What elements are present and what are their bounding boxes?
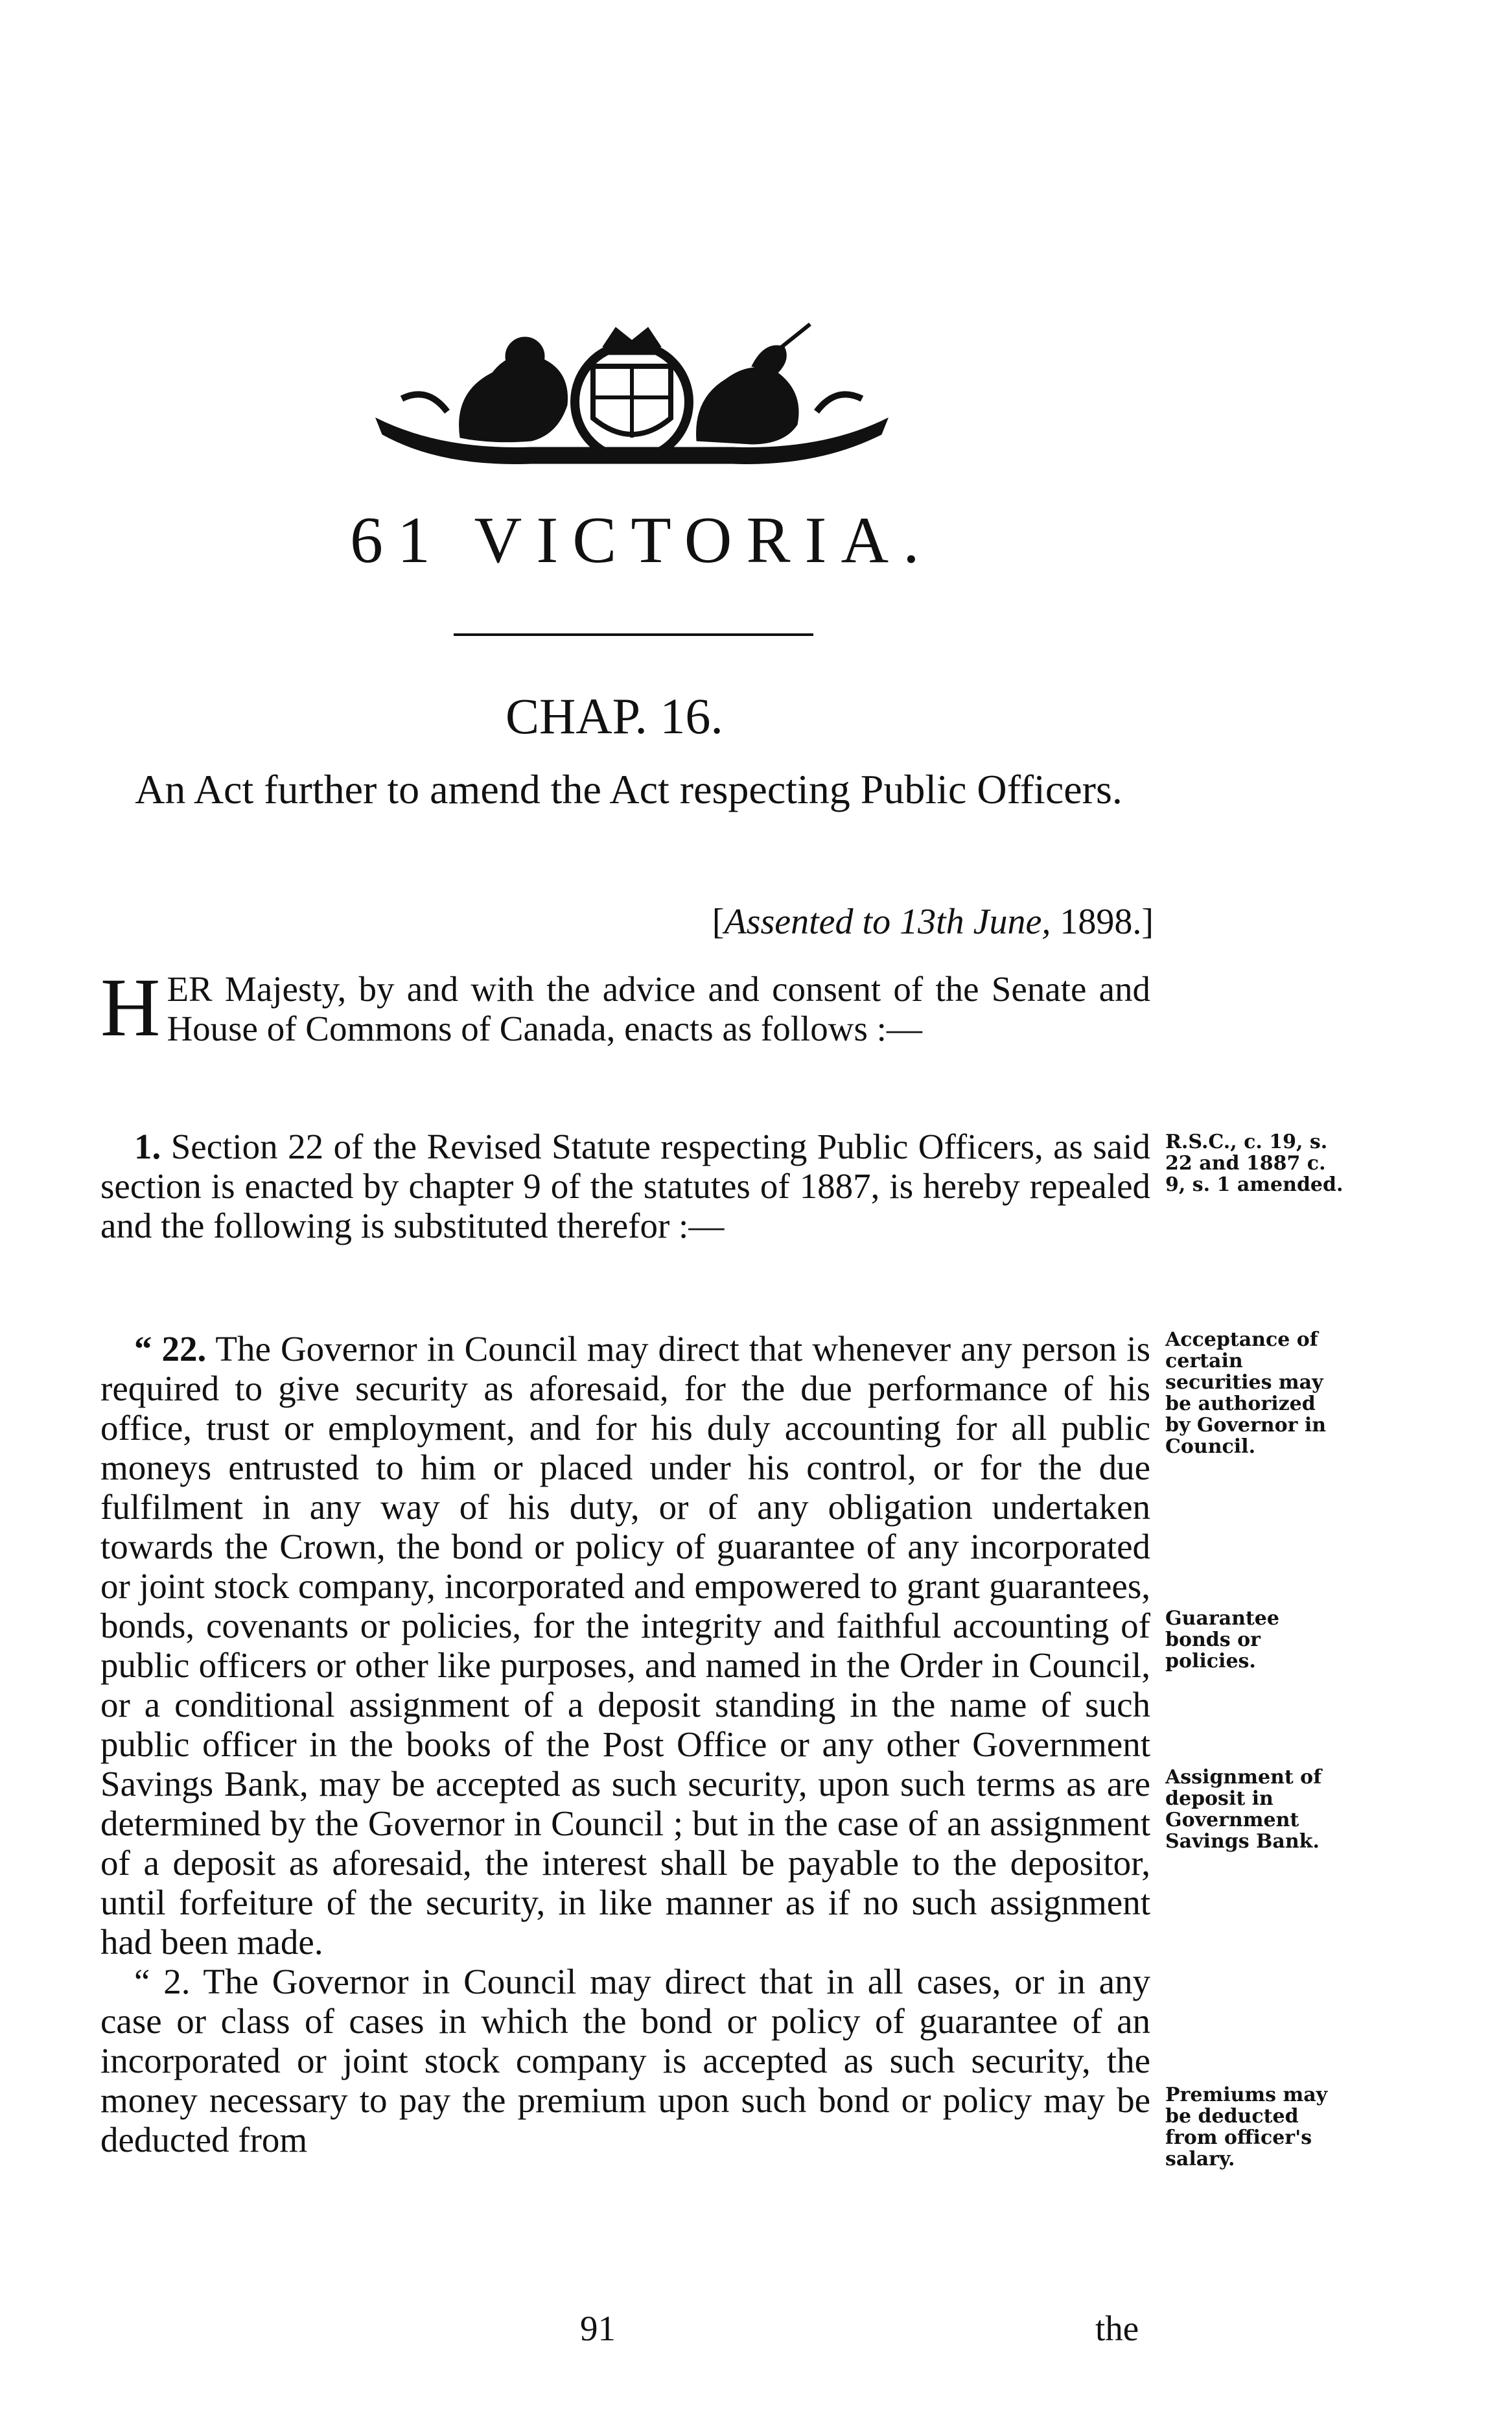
section-text: Section 22 of the Revised Statute respecting Public Officers, as said section is enacted by chapter 9 of the statutes of 1887, is hereby repealed and the following is substituted therefor :— [100, 1127, 1150, 1245]
marginal-note: Acceptance of certain securities may be authorized by Governor in Council. [1165, 1328, 1327, 1458]
page-number: 91 [580, 2309, 616, 2348]
title-divider [454, 633, 813, 636]
subsection-number: “ 2. [134, 1962, 191, 2001]
section-22 [100, 1329, 1150, 2159]
subsection-text: The Governor in Council may direct that in all cases, or in any case or class of cases in which the bond or policy of guarantee of an incorporated or joint stock company is accepted as such security, the money necessary to pay the premium upon such bond or policy may be deducted from [100, 1962, 1150, 2159]
regnal-year-heading: 61 VICTORIA. [350, 504, 934, 577]
royal-coat-of-arms [363, 321, 901, 476]
chapter-heading: CHAP. 16. [506, 688, 723, 744]
enacting-text: ER Majesty, by and with the advice and consent of the Senate and House of Commons of Canada, enacts as follows :— [167, 969, 1150, 1048]
section-text: The Governor in Council may direct that whenever any person is required to give security as aforesaid, for the due performance of his office, trust or employment, and for his duly accounting for all public moneys entrusted to him or placed under his control, or for the due fulfilment in any way of his duty, or of any obligation undertaken towards the Crown, the bond or policy of guarantee of any incorporated or joint stock company, incorporated and empowered to grant guarantees, bonds, covenants or policies, for the integrity and faithful accounting of public officers or other like purposes, and named in the Order in Council, or a conditional assignment of a deposit standing in the name of such public officer in the books of the Post Office or any other Government Savings Bank, may be accepted as such security, upon such terms as are determined by the Governor in Council ; but in the case of an assignment of a deposit as aforesaid, the interest shall be payable to the depositor, until forfeiture of the security, in like manner as if no such assignment had been made. [100, 1329, 1150, 1962]
marginal-note: Guarantee bonds or policies. [1165, 1607, 1279, 1673]
drop-cap: H [100, 961, 161, 1053]
catchword: the [1095, 2309, 1139, 2348]
act-title: An Act further to amend the Act respecting Public Officers. [135, 766, 1122, 812]
assent-date: [Assented to 13th June, 1898.] [712, 902, 1154, 942]
marginal-note: Premiums may be deducted from officer's salary. [1165, 2084, 1328, 2170]
enacting-clause [100, 961, 1150, 1053]
marginal-note: Assignment of deposit in Government Savings Bank. [1165, 1766, 1322, 1853]
marginal-note: R.S.C., c. 19, s. 22 and 1887 c. 9, s. 1 amended. [1165, 1131, 1343, 1196]
section-number: “ 22. [134, 1329, 207, 1369]
section-1 [100, 1127, 1150, 1245]
section-number: 1. [134, 1127, 161, 1166]
